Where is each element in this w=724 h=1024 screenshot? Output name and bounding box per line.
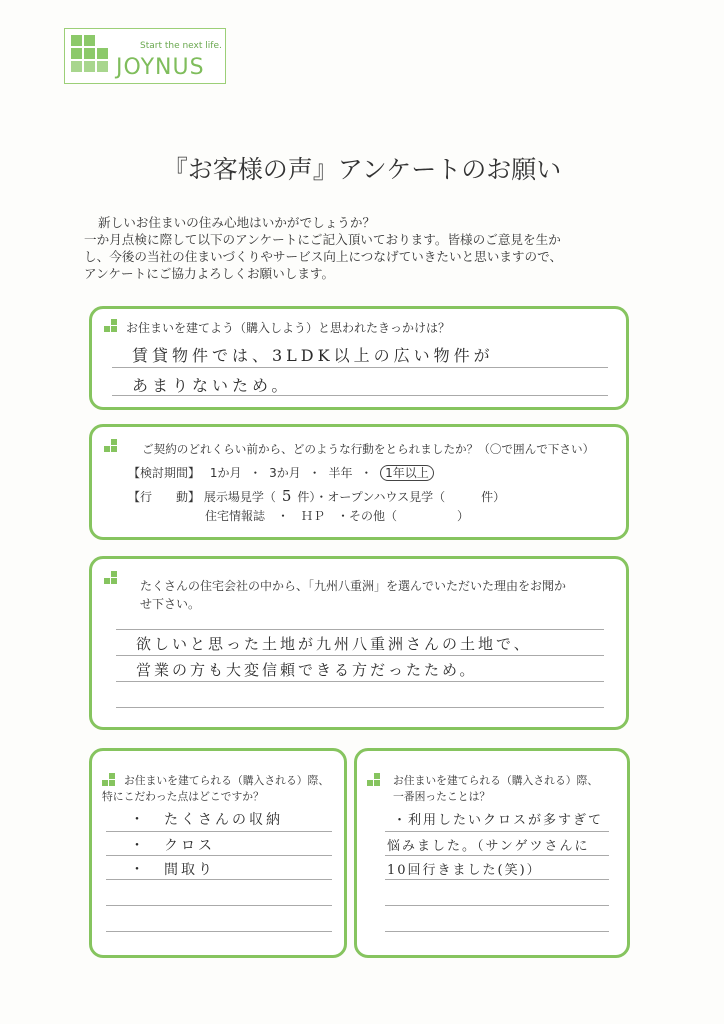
- q2-action-row-2: 住宅情報誌 ・ ＨＰ ・その他（ ）: [205, 509, 470, 523]
- intro-line: 新しいお住まいの住み心地はいかがでしょうか？: [98, 215, 376, 230]
- intro-line: し、今後の当社の住まいづくりやサービス向上につなげていきたいと思いますので、: [84, 249, 563, 264]
- q2-action-count: 5: [281, 487, 292, 505]
- q2-period-option: 1か月: [209, 466, 242, 480]
- question-box-1: [89, 306, 629, 410]
- q5-question: お住まいを建てられる（購入される）際、: [393, 774, 599, 787]
- q1-question: お住まいを建てよう（購入しよう）と思われたきっかけは？: [126, 321, 451, 335]
- bullet-icon: [102, 773, 122, 789]
- q2-question: ご契約のどれくらい前から、どのような行動をとられましたか？（〇で囲んで下さい）: [142, 442, 595, 456]
- company-logo: [64, 28, 226, 84]
- q5-answer-line: 悩みました。（サンゲツさんに: [387, 839, 590, 854]
- q3-question: たくさんの住宅会社の中から、「九州八重洲」を選んでいただいた理由をお聞か: [140, 579, 567, 593]
- q1-answer-line: あまりないため。: [132, 376, 292, 395]
- q2-period-row: 【検討期間】 1か月 ・ 3か月 ・ 半年 ・ 1年以上: [128, 464, 434, 481]
- q4-question-2: 特にこだわった点はどこですか？: [102, 790, 264, 803]
- page-title: 『お客様の声』アンケートのお願い: [162, 155, 562, 184]
- q4-answer-line: ・ たくさんの収納: [130, 812, 283, 828]
- q2-period-option: 3か月: [269, 466, 301, 480]
- q2-period-selected: 1年以上: [380, 465, 434, 481]
- q5-answer-line: 10回行きました(笑)）: [387, 863, 542, 878]
- q1-answer-line: 賃貸物件では、3LDK以上の広い物件が: [132, 346, 494, 365]
- intro-line: 一か月点検に際して以下のアンケートにご記入頂いております。皆様のご意見を生か: [84, 232, 561, 247]
- q4-answer-line: ・ 間取り: [130, 862, 215, 878]
- question-box-2: [89, 424, 629, 540]
- q2-period-option: 半年: [328, 466, 353, 480]
- logo-mark-icon: [71, 35, 82, 46]
- bullet-icon: [104, 571, 124, 587]
- q5-answer-line: ・利用したいクロスが多すぎて: [393, 813, 604, 828]
- q2-period-label: 【検討期間】: [128, 466, 201, 480]
- question-box-3: [89, 556, 629, 730]
- question-box-4: [89, 748, 347, 958]
- q3-question-2: せ下さい。: [140, 597, 201, 611]
- question-box-5: [354, 748, 630, 958]
- intro-text: [84, 214, 638, 282]
- bullet-icon: [104, 319, 124, 335]
- q4-answer-line: ・ クロス: [130, 838, 215, 854]
- intro-line: アンケートにご協力よろしくお願いします。: [84, 266, 335, 281]
- q2-action-row: 【行 動】 展示場見学（ 5 件）・オープンハウス見学（ 件）: [128, 487, 506, 505]
- q4-question: お住まいを建てられる（購入される）際、: [124, 774, 330, 787]
- logo-tagline: Start the next life.: [140, 41, 222, 51]
- q5-question-2: 一番困ったことは？: [393, 790, 491, 803]
- logo-brand: JOYNUS: [116, 55, 205, 80]
- q2-action-label: 【行 動】: [128, 490, 201, 504]
- bullet-icon: [367, 773, 387, 789]
- q3-answer-line: 欲しいと思った土地が九州八重洲さんの土地で、: [136, 635, 532, 653]
- bullet-icon: [104, 439, 124, 455]
- q3-answer-line: 営業の方も大変信頼できる方だったため。: [136, 661, 478, 679]
